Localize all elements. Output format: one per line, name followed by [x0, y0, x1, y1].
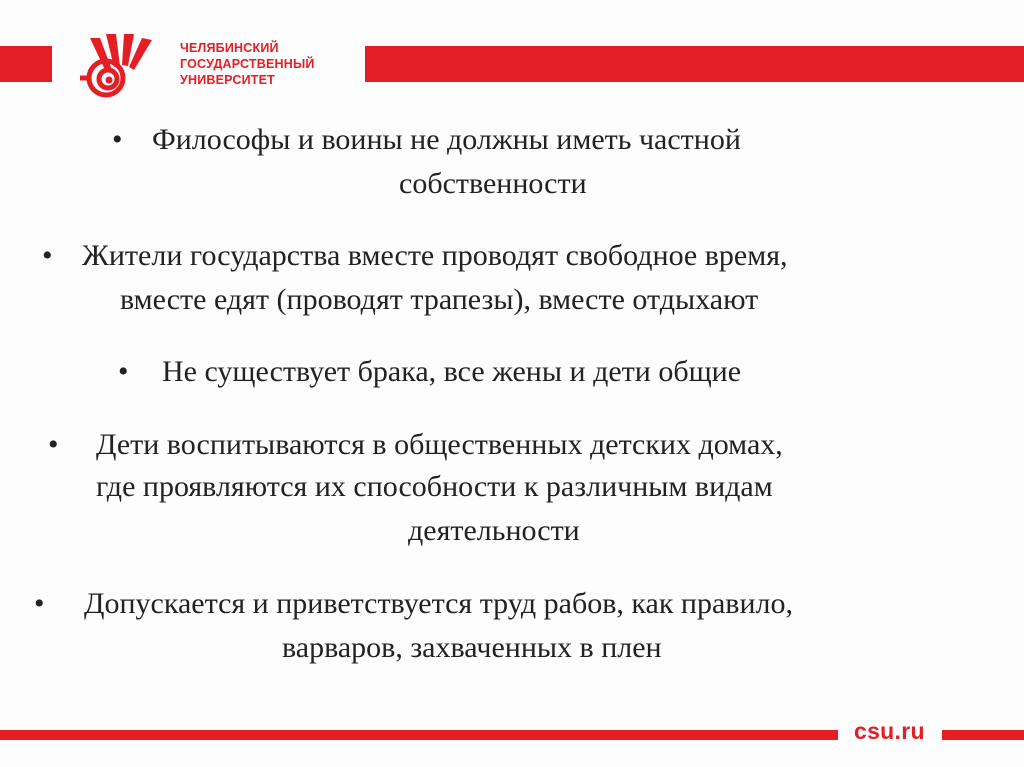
bullet-text-line: вместе едят (проводят трапезы), вместе отдыхают	[120, 283, 759, 316]
footer-red-bar-right	[942, 730, 1024, 740]
bullet-text-line: деятельности	[408, 514, 580, 547]
bullet-marker: •	[112, 123, 123, 156]
bullet-text-line: собственности	[399, 167, 587, 200]
footer-red-bar-left	[0, 730, 838, 740]
header-red-bar-left	[0, 46, 52, 82]
logo-text-line: ЧЕЛЯБИНСКИЙ	[180, 41, 279, 55]
bullet-text-line: Дети воспитываются в общественных детских домах,	[96, 428, 783, 461]
bullet-text-line: Жители государства вместе проводят свободное время,	[82, 239, 788, 272]
header-red-bar-right	[365, 46, 1024, 82]
university-logo-text	[180, 40, 315, 88]
logo-text-line: ГОСУДАРСТВЕННЫЙ	[180, 57, 315, 71]
spiral-shell-logo-icon	[76, 30, 168, 102]
logo-text-line: УНИВЕРСИТЕТ	[180, 73, 275, 87]
bullet-text-line: Философы и воины не должны иметь частной	[152, 123, 741, 156]
bullet-marker: •	[34, 587, 45, 620]
bullet-marker: •	[48, 428, 59, 461]
bullet-marker: •	[42, 239, 53, 272]
bullet-text-line: Допускается и приветствуется труд рабов, как правило,	[84, 587, 793, 620]
footer-site-link[interactable]: csu.ru	[854, 718, 925, 744]
bullet-text-line: варваров, захваченных в плен	[282, 631, 662, 664]
bullet-text-line: где проявляются их способности к различным видам	[96, 470, 773, 503]
bullet-marker: •	[118, 355, 129, 388]
bullet-text-line: Не существует брака, все жены и дети общие	[162, 355, 742, 388]
